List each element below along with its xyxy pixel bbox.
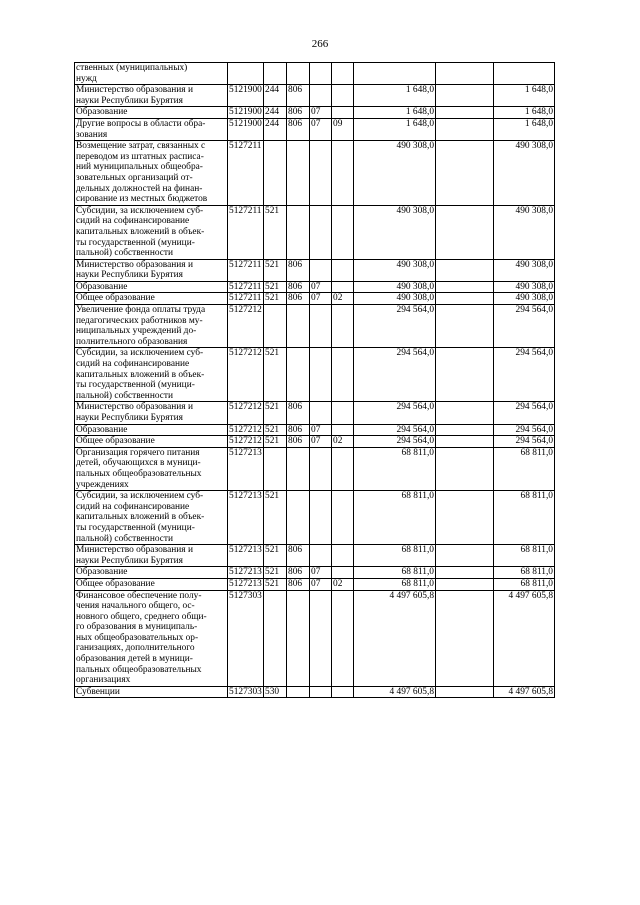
cell-rz — [310, 259, 332, 281]
cell-csr: 5127213 — [229, 578, 262, 589]
cell-pr — [332, 85, 354, 107]
page-number: 266 — [311, 38, 329, 50]
cell-total: 1 648,0 — [494, 118, 555, 140]
cell-total: 68 811,0 — [494, 578, 555, 590]
cell-total: 68 811,0 — [494, 545, 555, 567]
cell-name: Министерство образования и науки Республики Бурятия — [75, 545, 228, 567]
cell-amount: 1 648,0 — [354, 107, 436, 119]
cell-change — [436, 259, 494, 281]
cell-total: 4 497 605,8 — [494, 686, 555, 698]
cell-amount: 490 308,0 — [354, 281, 436, 293]
cell-grbs — [287, 686, 310, 698]
cell-change — [436, 141, 494, 206]
cell-csr: 5127211 — [228, 281, 264, 293]
cell-change — [436, 686, 494, 698]
table-row — [75, 259, 555, 281]
cell-pr: 02 — [332, 436, 354, 448]
cell-grbs — [287, 205, 310, 259]
cell-csr: 5127303 — [228, 590, 264, 686]
cell-rz — [310, 545, 332, 567]
cell-pr — [332, 424, 354, 436]
table-row — [75, 545, 555, 567]
cell-vr: 521 — [264, 205, 287, 259]
cell-name: Субсидии, за исключением суб- сидий на софинансирование капитальных вложений в объек- ты государственной (муници- пальной) собственности — [75, 205, 228, 259]
cell-total: 1 648,0 — [494, 107, 555, 119]
cell-change — [436, 305, 494, 348]
cell-csr: 5127213 — [228, 447, 264, 490]
table-body — [75, 63, 555, 698]
cell-grbs: 806 — [287, 85, 310, 107]
cell-pr: 02 — [332, 293, 354, 305]
cell-grbs — [287, 63, 310, 85]
cell-name: Общее образование — [75, 578, 228, 590]
cell-change — [436, 545, 494, 567]
table-row — [75, 424, 555, 436]
cell-pr — [332, 305, 354, 348]
cell-name: Организация горячего питания детей, обучающихся в муници- пальных общеобразовательных учреждениях — [75, 447, 228, 490]
table-row — [75, 305, 555, 348]
cell-name: Финансовое обеспечение полу- чения начального общего, ос- новного общего, среднего общи- го образования в муниципаль- ных общеобразовательных ор- ганизациях, дополнительного образования детей в муници- пальных общеобразовательных организациях — [75, 590, 228, 686]
table-row — [75, 281, 555, 293]
cell-amount: 4 497 605,8 — [354, 686, 436, 698]
cell-rz — [310, 141, 332, 206]
cell-rz — [310, 348, 332, 402]
cell-rz — [310, 686, 332, 698]
cell-rz — [310, 491, 332, 545]
cell-csr: 5121900 — [228, 85, 264, 107]
cell-amount: 490 308,0 — [354, 205, 436, 259]
table-row — [75, 63, 555, 85]
cell-amount: 294 564,0 — [354, 424, 436, 436]
cell-amount: 490 308,0 — [354, 293, 436, 305]
cell-pr — [332, 259, 354, 281]
cell-csr: 5127213 — [228, 491, 264, 545]
cell-vr: 521 — [264, 436, 287, 448]
cell-vr: 244 — [264, 85, 287, 107]
cell-rz: 07 — [310, 118, 332, 140]
cell-csr: 5121900 — [229, 107, 262, 118]
cell-vr — [264, 305, 287, 348]
table-row — [75, 491, 555, 545]
cell-change — [436, 293, 494, 305]
cell-total: 294 564,0 — [494, 436, 555, 448]
cell-vr: 521 — [264, 402, 287, 424]
cell-name: Общее образование — [75, 436, 228, 448]
cell-grbs: 806 — [287, 578, 310, 590]
cell-vr: 521 — [264, 567, 287, 579]
cell-pr — [332, 205, 354, 259]
cell-amount: 4 497 605,8 — [354, 590, 436, 686]
cell-grbs: 806 — [287, 567, 310, 579]
cell-vr — [264, 63, 287, 85]
cell-vr: 521 — [264, 259, 287, 281]
cell-rz — [310, 590, 332, 686]
cell-csr: 5127212 — [228, 402, 264, 424]
cell-csr: 5127211 — [228, 205, 264, 259]
cell-name: Образование — [75, 107, 228, 119]
cell-grbs: 806 — [287, 545, 310, 567]
cell-vr: 521 — [264, 348, 287, 402]
cell-rz: 07 — [310, 424, 332, 436]
cell-pr — [332, 567, 354, 579]
cell-rz — [310, 402, 332, 424]
cell-csr: 5127212 — [229, 436, 262, 447]
cell-rz — [310, 205, 332, 259]
cell-amount: 68 811,0 — [354, 545, 436, 567]
cell-name: Министерство образования и науки Республики Бурятия — [75, 402, 228, 424]
cell-name: Министерство образования и науки Республики Бурятия — [75, 85, 228, 107]
cell-grbs — [287, 491, 310, 545]
cell-vr: 521 — [264, 424, 287, 436]
cell-amount: 294 564,0 — [354, 305, 436, 348]
cell-grbs — [287, 141, 310, 206]
cell-amount: 490 308,0 — [354, 259, 436, 281]
cell-amount: 68 811,0 — [354, 447, 436, 490]
table-row — [75, 118, 555, 140]
table-row — [75, 85, 555, 107]
table-row — [75, 348, 555, 402]
cell-total: 1 648,0 — [494, 85, 555, 107]
cell-total: 68 811,0 — [494, 491, 555, 545]
cell-name: Образование — [75, 281, 228, 293]
cell-rz — [310, 85, 332, 107]
cell-change — [436, 578, 494, 590]
cell-vr: 521 — [264, 491, 287, 545]
cell-grbs: 806 — [287, 424, 310, 436]
cell-change — [436, 491, 494, 545]
cell-change — [436, 567, 494, 579]
cell-pr — [332, 447, 354, 490]
cell-name: Другие вопросы в области обра- зования — [75, 118, 228, 140]
cell-amount: 68 811,0 — [354, 491, 436, 545]
cell-name: Общее образование — [75, 293, 228, 305]
cell-vr: 521 — [264, 281, 287, 293]
cell-amount: 1 648,0 — [354, 85, 436, 107]
cell-change — [436, 436, 494, 448]
table-row — [75, 402, 555, 424]
cell-csr: 5127213 — [229, 567, 262, 578]
cell-rz: 07 — [310, 293, 332, 305]
cell-name: Образование — [75, 567, 228, 579]
table-row — [75, 590, 555, 686]
cell-rz: 07 — [310, 578, 332, 590]
cell-amount: 68 811,0 — [354, 567, 436, 579]
table-row — [75, 293, 555, 305]
cell-name: Возмещение затрат, связанных с переводом из штатных расписа- ний муниципальных общеобра- зовательных организаций от- дельных должностей на финан- сирование из местных бюджетов — [75, 141, 228, 206]
cell-total: 490 308,0 — [494, 293, 555, 305]
cell-csr: 5127212 — [228, 305, 264, 348]
cell-csr: 5127212 — [228, 348, 264, 402]
cell-pr — [332, 281, 354, 293]
table-row — [75, 141, 555, 206]
cell-change — [436, 107, 494, 119]
cell-grbs: 806 — [287, 402, 310, 424]
cell-grbs: 806 — [287, 259, 310, 281]
cell-total: 68 811,0 — [494, 447, 555, 490]
cell-vr: 244 — [264, 107, 287, 119]
cell-pr — [332, 686, 354, 698]
cell-name: Увеличение фонда оплаты труда педагогических работников му- ниципальных учреждений до- полнительного образования — [75, 305, 228, 348]
cell-grbs: 806 — [287, 281, 310, 293]
table-row — [75, 436, 555, 448]
cell-total: 294 564,0 — [494, 305, 555, 348]
cell-total: 68 811,0 — [494, 567, 555, 579]
cell-amount: 1 648,0 — [354, 118, 436, 140]
cell-rz — [310, 305, 332, 348]
cell-name: Образование — [75, 424, 228, 436]
table-row — [75, 107, 555, 119]
cell-pr: 09 — [332, 118, 354, 140]
cell-pr — [332, 545, 354, 567]
cell-rz: 07 — [310, 567, 332, 579]
cell-rz — [310, 447, 332, 490]
cell-amount: 68 811,0 — [354, 578, 436, 590]
cell-pr — [332, 107, 354, 119]
cell-csr: 5127213 — [228, 545, 264, 567]
cell-total: 490 308,0 — [494, 281, 555, 293]
cell-total — [494, 63, 555, 85]
cell-pr — [332, 590, 354, 686]
cell-pr — [332, 402, 354, 424]
cell-csr: 5127212 — [229, 424, 262, 435]
cell-total: 490 308,0 — [494, 205, 555, 259]
cell-pr — [332, 491, 354, 545]
cell-total: 4 497 605,8 — [494, 590, 555, 686]
cell-vr: 244 — [264, 118, 287, 140]
cell-change — [436, 402, 494, 424]
cell-csr: 5127211 — [228, 259, 264, 281]
cell-name: ственных (муниципальных) нужд — [75, 63, 228, 85]
cell-amount — [354, 63, 436, 85]
cell-name: Министерство образования и науки Республики Бурятия — [75, 259, 228, 281]
cell-pr — [332, 63, 354, 85]
cell-grbs — [287, 590, 310, 686]
cell-total: 294 564,0 — [494, 424, 555, 436]
cell-grbs: 806 — [287, 118, 310, 140]
cell-rz: 07 — [310, 107, 332, 119]
cell-vr: 521 — [264, 545, 287, 567]
table-row — [75, 447, 555, 490]
cell-change — [436, 447, 494, 490]
cell-rz — [310, 63, 332, 85]
cell-csr: 5121900 — [228, 118, 264, 140]
cell-csr — [228, 63, 264, 85]
cell-grbs — [287, 447, 310, 490]
cell-pr — [332, 348, 354, 402]
cell-amount: 294 564,0 — [354, 436, 436, 448]
cell-csr: 5127211 — [228, 141, 264, 206]
cell-total: 294 564,0 — [494, 348, 555, 402]
cell-pr: 02 — [332, 578, 354, 590]
cell-rz: 07 — [310, 436, 332, 448]
cell-grbs: 806 — [287, 107, 310, 119]
cell-vr: 521 — [264, 293, 287, 305]
cell-change — [436, 205, 494, 259]
cell-total: 490 308,0 — [494, 259, 555, 281]
cell-change — [436, 590, 494, 686]
table-row — [75, 567, 555, 579]
cell-change — [436, 424, 494, 436]
table-row — [75, 205, 555, 259]
cell-change — [436, 63, 494, 85]
cell-grbs: 806 — [287, 436, 310, 448]
cell-csr: 5127211 — [228, 293, 264, 305]
cell-total: 490 308,0 — [494, 141, 555, 206]
budget-table — [74, 62, 555, 698]
cell-total: 294 564,0 — [494, 402, 555, 424]
cell-vr: 521 — [264, 578, 287, 590]
table-row — [75, 578, 555, 590]
cell-grbs — [287, 348, 310, 402]
cell-amount: 490 308,0 — [354, 141, 436, 206]
cell-name: Субсидии, за исключением суб- сидий на софинансирование капитальных вложений в объек- ты государственной (муници- пальной) собственности — [75, 491, 228, 545]
cell-vr — [264, 141, 287, 206]
cell-grbs — [287, 305, 310, 348]
cell-vr: 530 — [264, 686, 287, 698]
cell-name: Субсидии, за исключением суб- сидий на софинансирование капитальных вложений в объек- ты государственной (муници- пальной) собственности — [75, 348, 228, 402]
cell-vr — [264, 590, 287, 686]
cell-rz: 07 — [310, 281, 332, 293]
cell-change — [436, 85, 494, 107]
cell-csr: 5127303 — [229, 686, 262, 697]
cell-amount: 294 564,0 — [354, 402, 436, 424]
cell-change — [436, 348, 494, 402]
cell-pr — [332, 141, 354, 206]
cell-change — [436, 281, 494, 293]
cell-name: Субвенции — [75, 686, 228, 698]
cell-vr — [264, 447, 287, 490]
cell-change — [436, 118, 494, 140]
cell-grbs: 806 — [287, 293, 310, 305]
cell-amount: 294 564,0 — [354, 348, 436, 402]
table-row — [75, 686, 555, 698]
